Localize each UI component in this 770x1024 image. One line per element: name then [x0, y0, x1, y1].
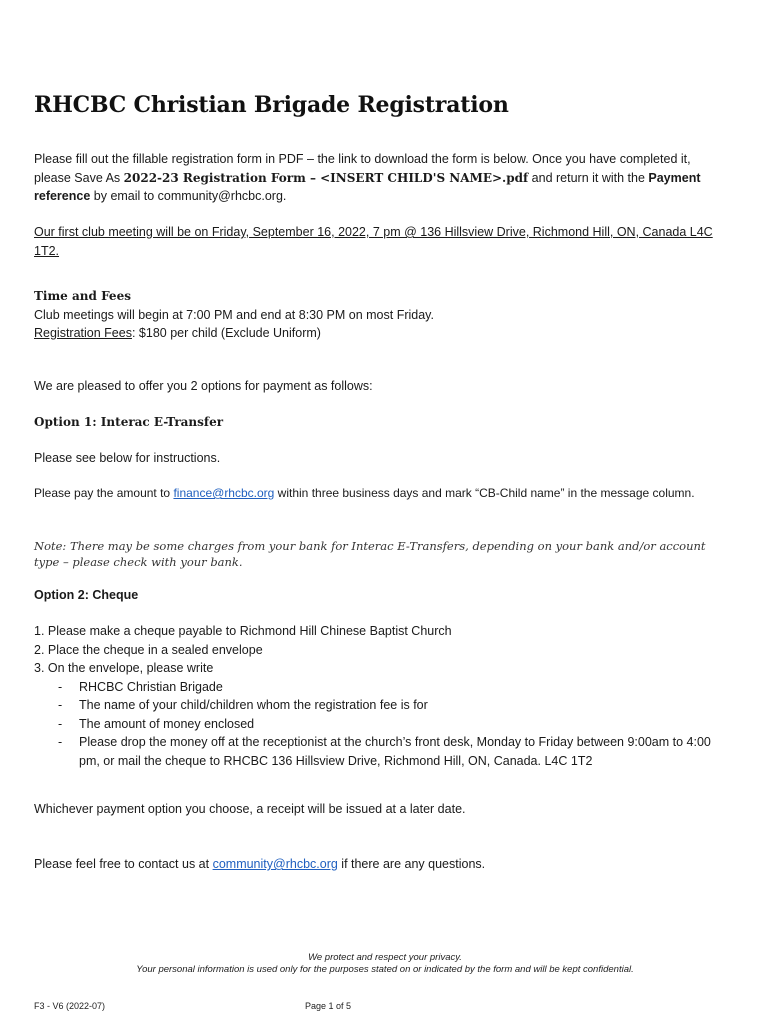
privacy-line-2: Your personal information is used only for the purposes stated on or indicated by the form and will be kept confidential. [136, 964, 634, 975]
envelope-item: - Please drop the money off at the receptionist at the church’s front desk, Monday to Friday between 9:00am to 4:00 pm, or mail the cheque to RHCBC 136 Hillsview Drive, Richmond Hill, ON, Canada. L4C 1T2 [34, 733, 724, 770]
finance-email-link[interactable]: finance@rhcbc.org [173, 486, 275, 500]
payment-reference-term: Payment reference [34, 170, 701, 203]
envelope-items-list [34, 678, 724, 771]
option1-instructions: Please see below for instructions. [34, 451, 221, 465]
cheque-step: 1. Please make a cheque payable to Richmond Hill Chinese Baptist Church [34, 624, 452, 638]
page-number: Page 1 of 5 [305, 1001, 352, 1011]
option1-heading: Option 1: Interac E-Transfer [34, 415, 224, 429]
bank-charges-note: Note: There may be some charges from your bank for Interac E-Transfers, depending on your bank and/or account type – please check with your bank. [34, 539, 706, 569]
time-fees-heading: Time and Fees [34, 289, 131, 303]
receipt-notice: Whichever payment option you choose, a receipt will be issued at a later date. [34, 802, 466, 816]
time-fees-section [34, 287, 724, 343]
registration-fees [34, 324, 724, 343]
pay-text-1: Please pay the amount to [34, 486, 174, 500]
cheque-steps-list [34, 622, 724, 678]
envelope-item: - The amount of money enclosed [34, 715, 724, 734]
pay-text-2: within three business days and mark “CB-Child name” in the message column. [274, 486, 695, 500]
privacy-statement [0, 952, 770, 976]
fees-value: : $180 per child (Exclude Uniform) [131, 326, 321, 340]
community-email-link[interactable]: community@rhcbc.org [212, 857, 338, 871]
intro-text-2: and return it with the [528, 170, 649, 185]
envelope-item: - RHCBC Christian Brigade [34, 678, 724, 697]
contact-text-1: Please feel free to contact us at [34, 857, 213, 871]
intro-text-3: by email to community@rhcbc.org. [90, 189, 287, 203]
envelope-item: - The name of your child/children whom the registration fee is for [34, 696, 724, 715]
contact-text-2: if there are any questions. [337, 857, 486, 871]
cheque-step: 2. Place the cheque in a sealed envelope [34, 642, 263, 657]
meeting-times: Club meetings will begin at 7:00 PM and end at 8:30 PM on most Friday. [34, 307, 434, 322]
form-filename: 2022-23 Registration Form – <INSERT CHILD'S NAME>.pdf [123, 170, 529, 185]
option2-steps [34, 622, 724, 770]
options-intro: We are pleased to offer you 2 options for payment as follows: [34, 379, 373, 393]
intro-paragraph [34, 150, 724, 206]
privacy-line-1: We protect and respect your privacy. [308, 952, 462, 963]
option1-payment-text [34, 484, 724, 503]
form-version: F3 - V6 (2022-07) [34, 1001, 106, 1011]
cheque-step: 3. On the envelope, please write [34, 661, 214, 675]
contact-paragraph [34, 855, 724, 874]
fees-label: Registration Fees [34, 326, 132, 340]
first-meeting-notice: Our first club meeting will be on Friday, September 16, 2022, 7 pm @ 136 Hillsview Drive, Richmond Hill, ON, Canada L4C 1T2. [34, 225, 713, 258]
page-title: RHCBC Christian Brigade Registration [34, 92, 509, 118]
intro-text: Please fill out the fillable registration form in PDF – the link to download the form is below. Once you have completed it, please Save As [34, 152, 691, 185]
option2-heading: Option 2: Cheque [34, 588, 139, 602]
